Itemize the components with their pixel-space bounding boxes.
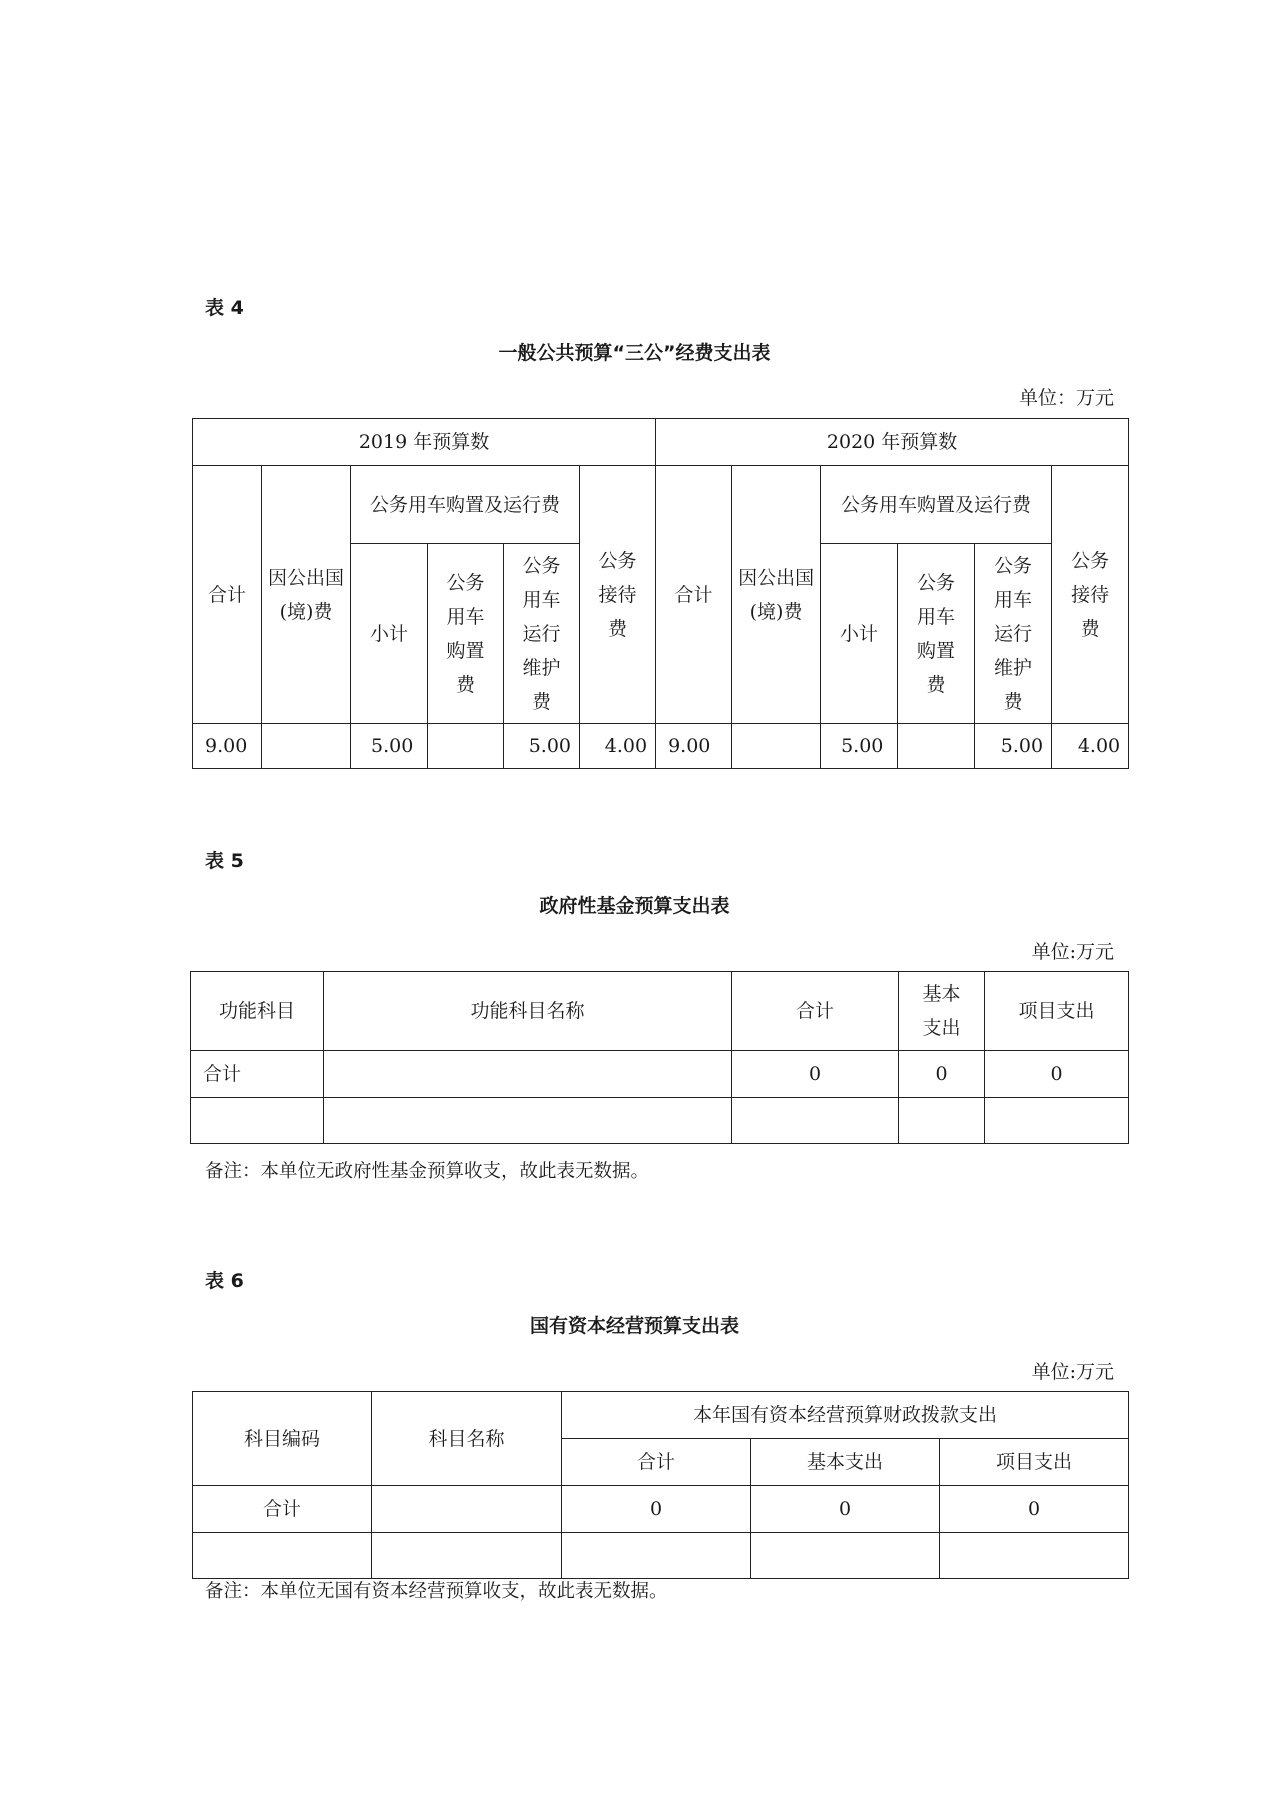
table6-label: 表 6	[205, 1270, 244, 1292]
header-total: 合计	[193, 466, 262, 724]
header-abroad: 因公出国(境)费	[732, 466, 821, 724]
header-function-name: 功能科目名称	[324, 972, 732, 1051]
cell-project: 0	[940, 1486, 1129, 1533]
header-2020-budget: 2020 年预算数	[656, 419, 1129, 466]
table4-unit: 单位：万元	[1018, 387, 1114, 409]
table6-state-capital	[192, 1391, 1129, 1579]
table-row	[193, 1486, 1129, 1533]
header-total: 合计	[656, 466, 732, 724]
cell-name	[324, 1051, 732, 1098]
cell-basic: 0	[751, 1486, 940, 1533]
table6-unit: 单位:万元	[1031, 1361, 1114, 1383]
cell-2020-total: 9.00	[656, 724, 732, 769]
header-operation: 公务用车运行维护费	[504, 544, 580, 724]
table4-label: 表 4	[205, 297, 244, 319]
empty-cell	[940, 1533, 1129, 1579]
cell-2020-subtotal: 5.00	[821, 724, 898, 769]
table-row	[191, 1051, 1129, 1098]
cell-2020-reception: 4.00	[1052, 724, 1129, 769]
cell-basic: 0	[899, 1051, 985, 1098]
empty-cell	[751, 1533, 940, 1579]
header-subject-name: 科目名称	[372, 1392, 562, 1486]
header-purchase: 公务用车购置费	[428, 544, 504, 724]
cell-2019-abroad	[262, 724, 351, 769]
cell-total: 0	[562, 1486, 751, 1533]
header-subject-code: 科目编码	[193, 1392, 372, 1486]
header-total: 合计	[732, 972, 899, 1051]
empty-cell	[193, 1533, 372, 1579]
table5-unit: 单位:万元	[1031, 941, 1114, 963]
header-basic-expense: 基本支出	[899, 972, 985, 1051]
table6-title: 国有资本经营预算支出表	[529, 1315, 739, 1337]
cell-total-label: 合计	[191, 1051, 324, 1098]
cell-total: 0	[732, 1051, 899, 1098]
table6-note: 备注：本单位无国有资本经营预算收支，故此表无数据。	[205, 1581, 668, 1602]
table-row	[193, 1533, 1129, 1579]
cell-2019-purchase	[428, 724, 504, 769]
empty-cell	[562, 1533, 751, 1579]
cell-2019-reception: 4.00	[580, 724, 656, 769]
header-function-code: 功能科目	[191, 972, 324, 1051]
cell-2019-operation: 5.00	[504, 724, 580, 769]
table-row	[193, 724, 1129, 769]
header-reception: 公务接待费	[1052, 466, 1129, 724]
empty-cell	[324, 1098, 732, 1144]
header-project-expense: 项目支出	[940, 1439, 1129, 1486]
header-total: 合计	[562, 1439, 751, 1486]
empty-cell	[985, 1098, 1129, 1144]
table5-title: 政府性基金预算支出表	[539, 895, 730, 917]
empty-cell	[191, 1098, 324, 1144]
table4-three-public-expenses	[192, 418, 1129, 769]
table4-title: 一般公共预算“三公”经费支出表	[498, 342, 771, 364]
table5-note: 备注：本单位无政府性基金预算收支，故此表无数据。	[205, 1161, 650, 1182]
table5-label: 表 5	[205, 850, 244, 872]
empty-cell	[732, 1098, 899, 1144]
empty-cell	[372, 1533, 562, 1579]
cell-2019-total: 9.00	[193, 724, 262, 769]
header-reception: 公务接待费	[580, 466, 656, 724]
cell-name	[372, 1486, 562, 1533]
table-row	[191, 1098, 1129, 1144]
header-project-expense: 项目支出	[985, 972, 1129, 1051]
header-abroad: 因公出国(境)费	[262, 466, 351, 724]
header-vehicle-group: 公务用车购置及运行费	[351, 466, 580, 544]
cell-total-label: 合计	[193, 1486, 372, 1533]
header-vehicle-group: 公务用车购置及运行费	[821, 466, 1052, 544]
cell-2020-operation: 5.00	[975, 724, 1052, 769]
cell-2020-purchase	[898, 724, 975, 769]
header-2019-budget: 2019 年预算数	[193, 419, 656, 466]
header-subtotal: 小计	[821, 544, 898, 724]
header-purchase: 公务用车购置费	[898, 544, 975, 724]
empty-cell	[899, 1098, 985, 1144]
table5-government-fund	[190, 971, 1129, 1144]
header-capital-group: 本年国有资本经营预算财政拨款支出	[562, 1392, 1129, 1439]
header-basic-expense: 基本支出	[751, 1439, 940, 1486]
header-subtotal: 小计	[351, 544, 428, 724]
cell-2019-subtotal: 5.00	[351, 724, 428, 769]
cell-2020-abroad	[732, 724, 821, 769]
cell-project: 0	[985, 1051, 1129, 1098]
header-operation: 公务用车运行维护费	[975, 544, 1052, 724]
